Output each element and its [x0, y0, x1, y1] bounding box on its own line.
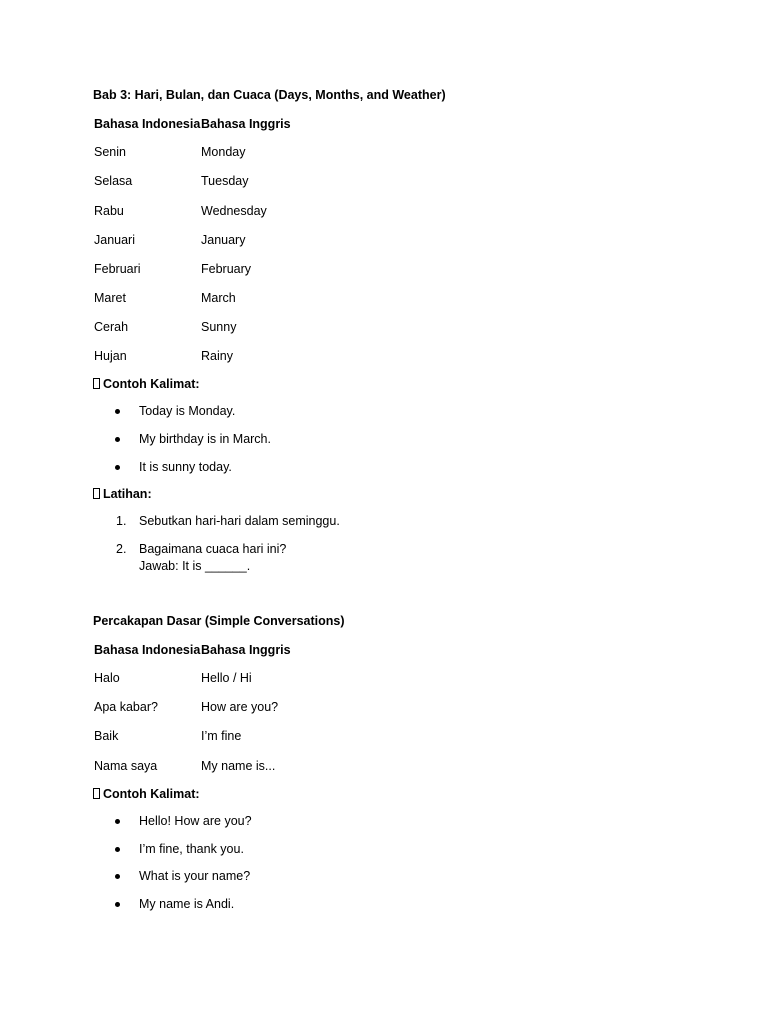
- bullet-icon: [115, 465, 120, 470]
- table-header-indonesian: Bahasa Indonesia: [94, 643, 201, 657]
- exercise-question: Bagaimana cuaca hari ini?: [139, 542, 287, 556]
- bullet-icon: [115, 874, 120, 879]
- table-cell-indonesian: Apa kabar?: [94, 700, 158, 714]
- examples-label: Contoh Kalimat:: [103, 787, 200, 801]
- table-header-english: Bahasa Inggris: [201, 117, 291, 131]
- table-cell-english: Rainy: [201, 349, 233, 363]
- bullet-icon: [115, 437, 120, 442]
- table-cell-english: Sunny: [201, 320, 237, 334]
- table-header-english: Bahasa Inggris: [201, 643, 291, 657]
- missing-glyph-box-icon: [93, 788, 100, 799]
- examples-label: Contoh Kalimat:: [103, 377, 200, 391]
- exercise-answer: Jawab: It is ______.: [139, 559, 251, 573]
- table-cell-indonesian: Halo: [94, 671, 120, 685]
- list-item-text: Today is Monday.: [139, 404, 236, 418]
- table-cell-indonesian: Januari: [94, 233, 135, 247]
- bullet-icon: [115, 409, 120, 414]
- section-title: Percakapan Dasar (Simple Conversations): [93, 614, 345, 628]
- exercise-question: Sebutkan hari-hari dalam seminggu.: [139, 514, 340, 528]
- table-cell-english: Tuesday: [201, 174, 249, 188]
- bullet-icon: [115, 819, 120, 824]
- table-cell-indonesian: Baik: [94, 729, 119, 743]
- list-item-text: I’m fine, thank you.: [139, 842, 244, 856]
- missing-glyph-box-icon: [93, 488, 100, 499]
- table-cell-english: Hello / Hi: [201, 671, 252, 685]
- table-cell-english: March: [201, 291, 236, 305]
- table-cell-indonesian: Selasa: [94, 174, 133, 188]
- exercise-number: 2.: [116, 542, 127, 556]
- table-cell-english: Monday: [201, 145, 246, 159]
- table-cell-english: My name is...: [201, 759, 276, 773]
- missing-glyph-box-icon: [93, 378, 100, 389]
- table-cell-english: How are you?: [201, 700, 279, 714]
- table-header-indonesian: Bahasa Indonesia: [94, 117, 201, 131]
- bullet-icon: [115, 847, 120, 852]
- exercise-label: Latihan:: [103, 487, 152, 501]
- table-cell-indonesian: Maret: [94, 291, 126, 305]
- table-cell-indonesian: Cerah: [94, 320, 129, 334]
- list-item-text: My birthday is in March.: [139, 432, 271, 446]
- table-cell-indonesian: Rabu: [94, 204, 124, 218]
- list-item-text: Hello! How are you?: [139, 814, 252, 828]
- table-cell-english: I’m fine: [201, 729, 242, 743]
- list-item-text: It is sunny today.: [139, 460, 232, 474]
- table-cell-indonesian: Senin: [94, 145, 126, 159]
- bullet-icon: [115, 902, 120, 907]
- table-cell-indonesian: Februari: [94, 262, 141, 276]
- table-cell-english: January: [201, 233, 246, 247]
- table-cell-english: February: [201, 262, 252, 276]
- list-item-text: What is your name?: [139, 869, 251, 883]
- examples-heading: [93, 787, 200, 801]
- table-cell-indonesian: Hujan: [94, 349, 127, 363]
- exercise-heading: [93, 487, 152, 501]
- exercise-number: 1.: [116, 514, 127, 528]
- table-cell-indonesian: Nama saya: [94, 759, 158, 773]
- section-title: Bab 3: Hari, Bulan, dan Cuaca (Days, Months, and Weather): [93, 88, 446, 102]
- table-cell-english: Wednesday: [201, 204, 267, 218]
- list-item-text: My name is Andi.: [139, 897, 235, 911]
- examples-heading: [93, 377, 200, 391]
